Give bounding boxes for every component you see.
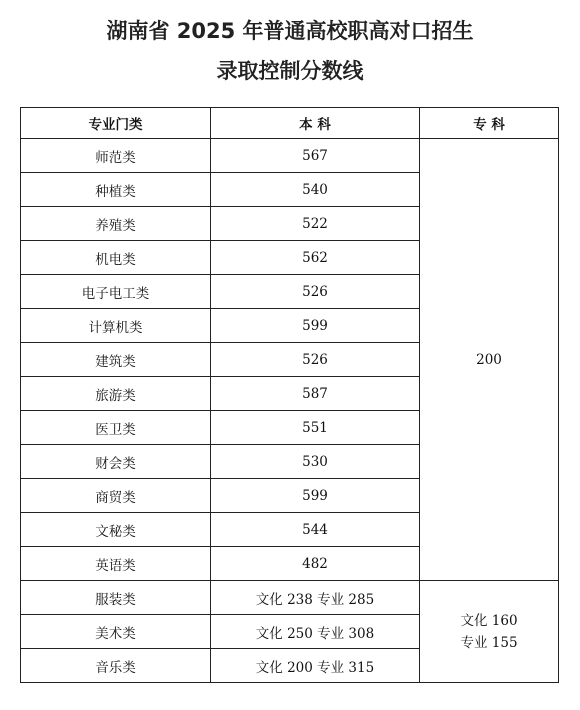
category-cell: 养殖类 xyxy=(21,207,211,241)
score-table xyxy=(20,107,559,683)
category-cell: 师范类 xyxy=(21,139,211,173)
benke-cell: 文化 238 专业 285 xyxy=(211,581,420,615)
page-subtitle: 录取控制分数线 xyxy=(216,59,364,83)
category-cell: 服装类 xyxy=(21,581,211,615)
category-cell: 医卫类 xyxy=(21,411,211,445)
benke-cell: 522 xyxy=(211,207,420,241)
table-row xyxy=(21,581,559,615)
category-cell: 文秘类 xyxy=(21,513,211,547)
benke-cell: 文化 250 专业 308 xyxy=(211,615,420,649)
benke-cell: 551 xyxy=(211,411,420,445)
header-zhuanke: 专 科 xyxy=(420,108,559,139)
table-header-row xyxy=(21,108,559,139)
benke-cell: 544 xyxy=(211,513,420,547)
zhuanke-culture-score: 文化 160 xyxy=(460,612,518,629)
category-cell: 种植类 xyxy=(21,173,211,207)
zhuanke-cell-group1: 200 xyxy=(420,139,559,581)
header-category: 专业门类 xyxy=(21,108,211,139)
category-cell: 财会类 xyxy=(21,445,211,479)
benke-cell: 567 xyxy=(211,139,420,173)
benke-cell: 文化 200 专业 315 xyxy=(211,649,420,683)
benke-cell: 530 xyxy=(211,445,420,479)
category-cell: 旅游类 xyxy=(21,377,211,411)
header-benke: 本 科 xyxy=(211,108,420,139)
benke-cell: 540 xyxy=(211,173,420,207)
zhuanke-major-score: 专业 155 xyxy=(460,634,518,651)
category-cell: 商贸类 xyxy=(21,479,211,513)
category-cell: 美术类 xyxy=(21,615,211,649)
zhuanke-cell-group2 xyxy=(420,581,559,683)
category-cell: 英语类 xyxy=(21,547,211,581)
category-cell: 电子电工类 xyxy=(21,275,211,309)
benke-cell: 587 xyxy=(211,377,420,411)
page-title: 湖南省 2025 年普通高校职高对口招生 xyxy=(106,19,474,43)
benke-cell: 482 xyxy=(211,547,420,581)
benke-cell: 562 xyxy=(211,241,420,275)
category-cell: 音乐类 xyxy=(21,649,211,683)
benke-cell: 526 xyxy=(211,275,420,309)
benke-cell: 526 xyxy=(211,343,420,377)
category-cell: 机电类 xyxy=(21,241,211,275)
benke-cell: 599 xyxy=(211,479,420,513)
benke-cell: 599 xyxy=(211,309,420,343)
category-cell: 建筑类 xyxy=(21,343,211,377)
category-cell: 计算机类 xyxy=(21,309,211,343)
table-row xyxy=(21,139,559,173)
